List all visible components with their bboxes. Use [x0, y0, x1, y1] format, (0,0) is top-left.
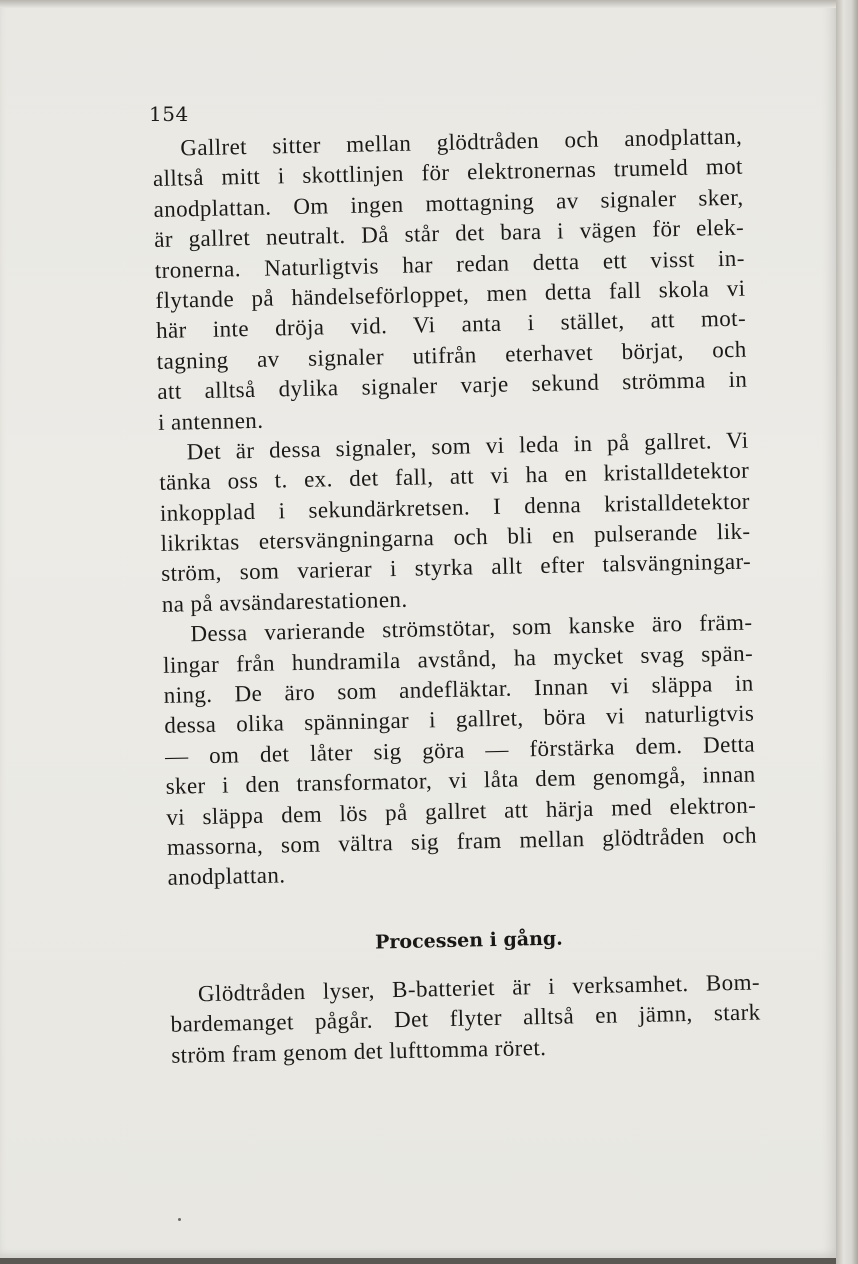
- paragraph: [158, 425, 752, 620]
- text-line: tänka oss t. ex. det fall, att vi ha en kristalldetektor: [159, 457, 750, 496]
- paragraph: [152, 122, 748, 438]
- text-line: anodplattan.: [167, 862, 286, 891]
- page-top-edge: [0, 0, 836, 8]
- text-line: ström, som varierar i styrka allt efter talsvängningar-: [160, 549, 752, 587]
- text-line: vi släppa dem lös på gallret att härja med elektron-: [166, 792, 757, 830]
- body-text: [152, 122, 761, 1071]
- text-line: flytande på händelseförloppet, men detta fall skola vi: [155, 275, 746, 313]
- paragraph: [170, 967, 762, 1071]
- text-line: na på avsändarestationen.: [161, 586, 408, 617]
- text-line: likriktas etersvängningarna och bli en pulserande lik-: [160, 518, 751, 556]
- text-line: sker i den transformator, vi låta dem genomgå, innan: [165, 761, 756, 800]
- page-number: 154: [149, 102, 189, 126]
- text-line: ning. De äro som andefläktar. Innan vi släppa in: [163, 670, 754, 708]
- text-line: tagning av signaler utifrån eterhavet börjat, och: [156, 336, 747, 374]
- text-line: inkopplad i sekundärkretsen. I denna kristalldetektor: [159, 488, 751, 526]
- text-line: Gallret sitter mellan glödtråden och anodplattan,: [180, 123, 743, 161]
- text-line: i antennen.: [157, 407, 264, 435]
- text-line: att alltså dylika signaler varje sekund strömma in: [157, 366, 748, 405]
- text-line: Dessa varierande strömstötar, som kanske äro främ-: [190, 609, 753, 647]
- text-line: — om det låter sig göra — förstärka dem. Detta: [164, 731, 756, 769]
- text-line: lingar från hundramila avstånd, ha mycket svag spän-: [162, 640, 754, 678]
- text-line: Glödtråden lyser, B-batteriet är i verksamhet. Bom-: [197, 969, 761, 1006]
- text-line: alltså mitt i skottlinjen för elektronernas trumeld mot: [152, 154, 744, 192]
- text-line: Det är dessa signaler, som vi leda in på gallret. Vi: [186, 427, 749, 465]
- text-line: ström fram genom det lufttomma röret.: [171, 1034, 547, 1068]
- text-line: här inte dröja vid. Vi anta i stället, att mot-: [155, 305, 747, 344]
- text-line: tronerna. Naturligtvis har redan detta ett visst in-: [154, 245, 745, 283]
- text-line: är gallret neutralt. Då står det bara i vägen för elek-: [153, 214, 745, 253]
- text-line: dessa olika spänningar i gallret, böra vi naturligtvis: [164, 700, 755, 739]
- paragraph: [162, 608, 758, 894]
- section-heading: Processen i gång.: [374, 927, 564, 954]
- adjacent-page-edge: [836, 0, 858, 1264]
- paper-speck: [178, 1218, 181, 1221]
- text-line: anodplattan. Om ingen mottagning av signaler sker,: [153, 184, 744, 222]
- text-line: massorna, som vältra sig fram mellan glödtråden och: [166, 822, 758, 860]
- text-line: bardemanget pågår. Det flyter alltså en jämn, stark: [170, 999, 761, 1037]
